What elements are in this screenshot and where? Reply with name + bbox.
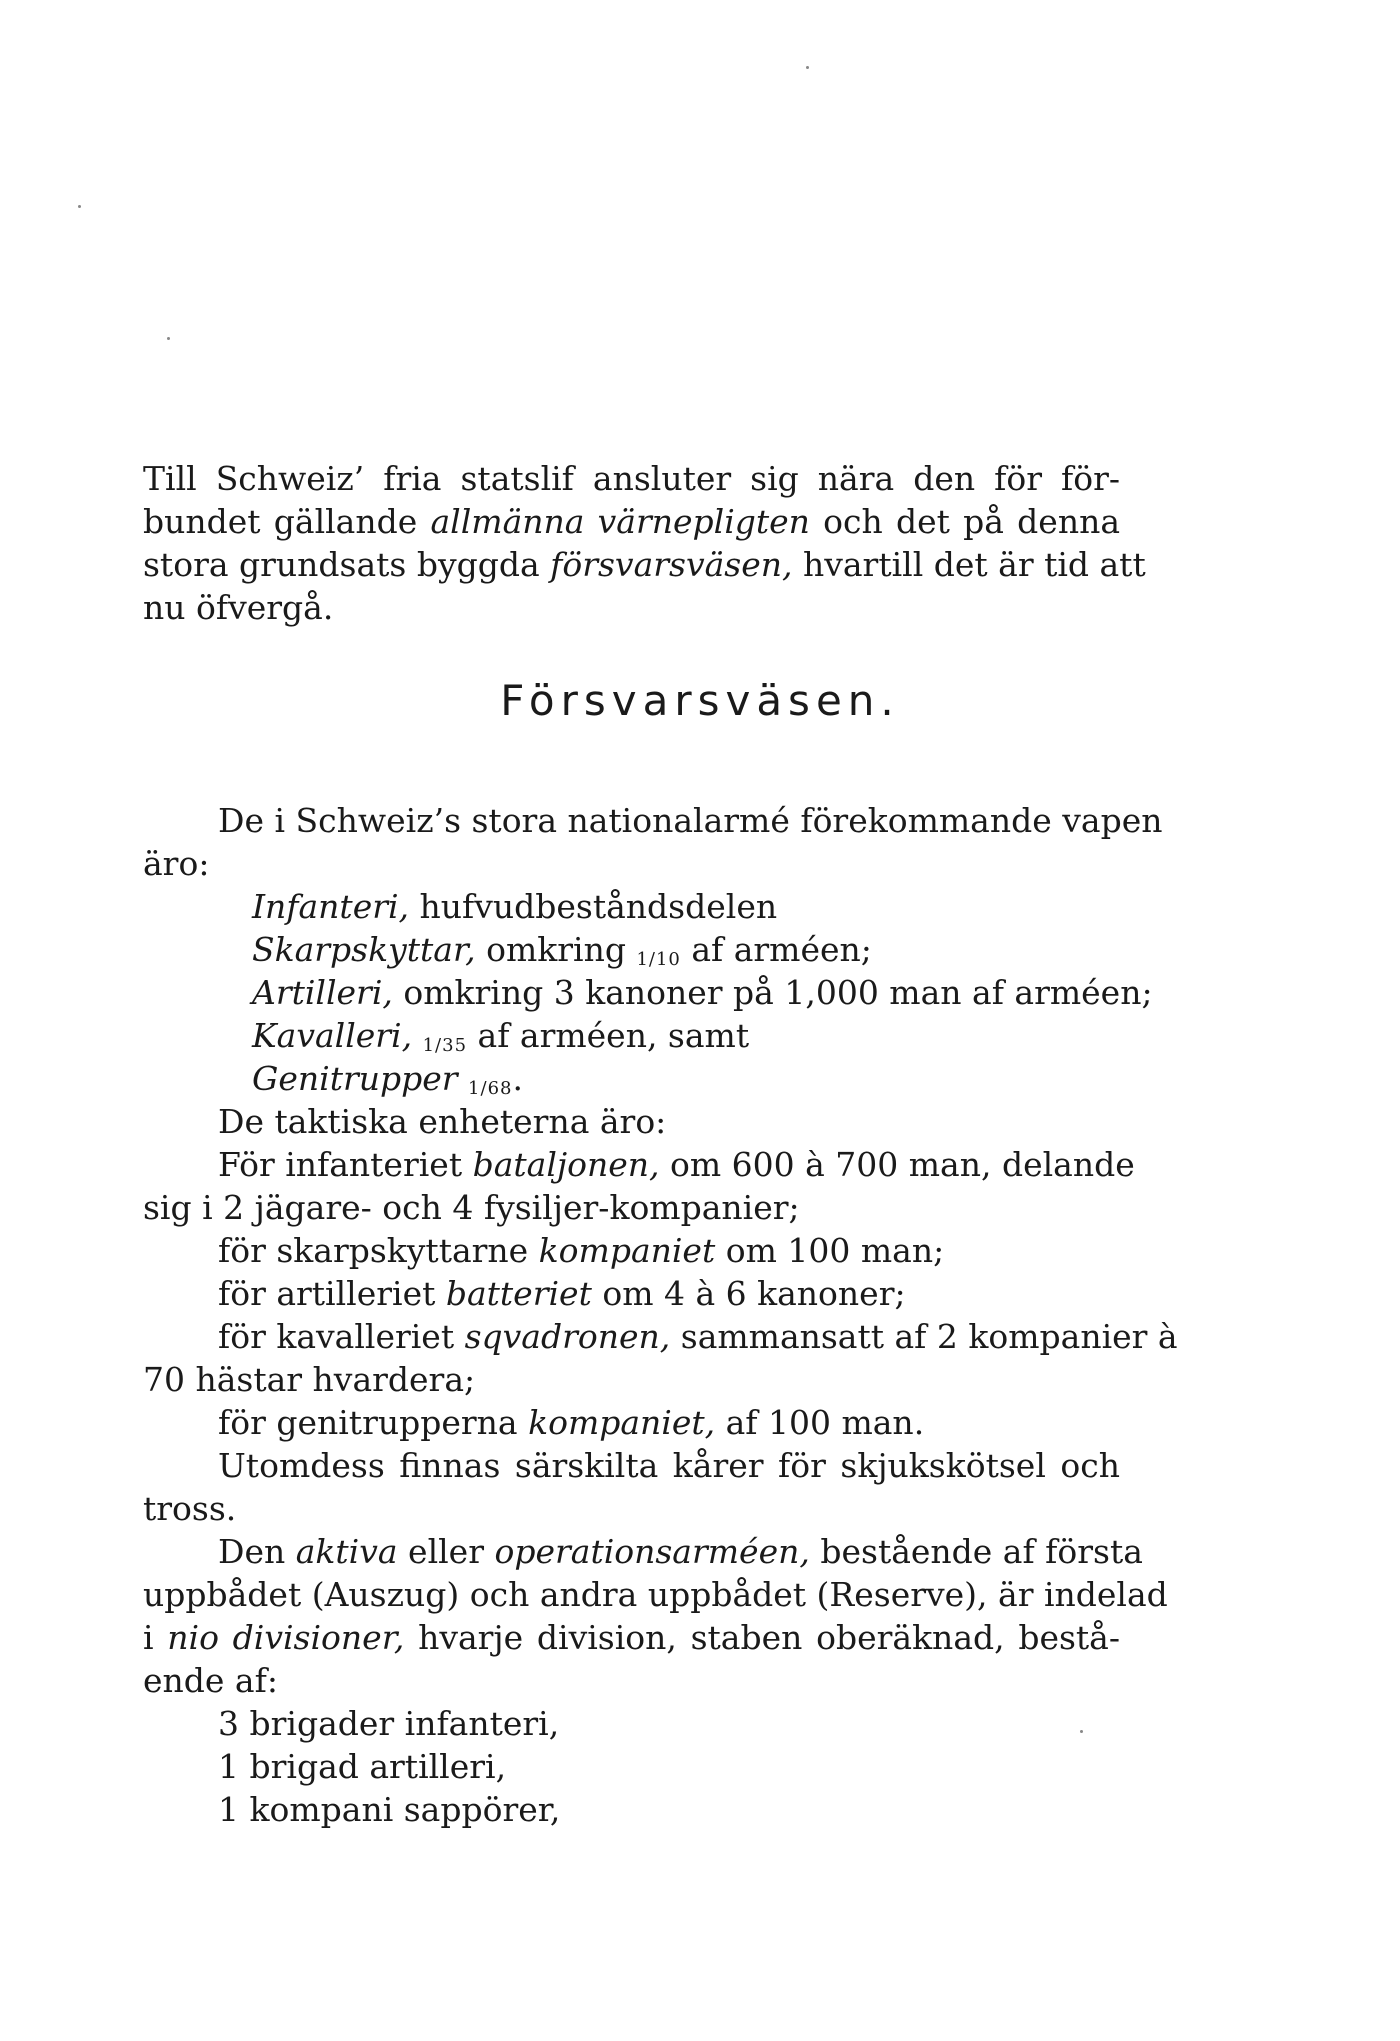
text-line: Utomdess finnas särskilta kårer för skjukskötsel och xyxy=(218,1446,1120,1485)
paper-speck xyxy=(167,337,170,340)
text-line: De taktiska enheterna äro: xyxy=(218,1102,667,1141)
text-line: stora grundsats byggda försvarsväsen, hvartill det är tid att xyxy=(143,545,1146,584)
unit-line: för kavalleriet sqvadronen, sammansatt af 2 kompanier à xyxy=(218,1317,1178,1356)
weapon-item: Kavalleri, 1/35 af arméen, samt xyxy=(252,1016,750,1056)
weapon-item: Artilleri, omkring 3 kanoner på 1,000 man af arméen; xyxy=(252,973,1153,1012)
paper-speck xyxy=(806,66,809,69)
unit-line: sig i 2 jägare- och 4 fysiljer-kompanier; xyxy=(143,1188,800,1227)
text-line: De i Schweiz’s stora nationalarmé förekommande vapen xyxy=(218,801,1163,840)
text-line: äro: xyxy=(143,844,210,883)
text-line: uppbådet (Auszug) och andra uppbådet (Reserve), är indelad xyxy=(143,1575,1168,1614)
paper-speck xyxy=(1080,1730,1083,1733)
weapon-item: Infanteri, hufvudbeståndsdelen xyxy=(252,887,778,926)
unit-line: För infanteriet bataljonen, om 600 à 700 man, delande xyxy=(218,1145,1135,1184)
unit-line: för skarpskyttarne kompaniet om 100 man; xyxy=(218,1231,945,1270)
text-line: i nio divisioner, hvarje division, staben oberäknad, bestå- xyxy=(143,1618,1120,1657)
weapon-item: Skarpskyttar, omkring 1/10 af arméen; xyxy=(252,930,872,970)
unit-line: 70 hästar hvardera; xyxy=(143,1360,476,1399)
weapon-item: Genitrupper 1/68. xyxy=(252,1059,523,1099)
unit-line: för artilleriet batteriet om 4 à 6 kanoner; xyxy=(218,1274,906,1313)
text-line: ende af: xyxy=(143,1661,278,1700)
text-line: Den aktiva eller operationsarméen, bestående af första xyxy=(218,1532,1143,1571)
section-heading: Försvarsväsen. xyxy=(500,676,900,725)
division-item: 1 brigad artilleri, xyxy=(218,1747,507,1786)
paper-speck xyxy=(78,205,81,208)
text-line: Till Schweiz’ fria statslif ansluter sig nära den för för- xyxy=(143,459,1120,498)
unit-line: för genitrupperna kompaniet, af 100 man. xyxy=(218,1403,925,1442)
text-line: tross. xyxy=(143,1489,237,1528)
division-item: 3 brigader infanteri, xyxy=(218,1704,560,1743)
text-line: nu öfvergå. xyxy=(143,588,334,627)
division-item: 1 kompani sappörer, xyxy=(218,1790,561,1829)
text-line: bundet gällande allmänna värnepligten och det på denna xyxy=(143,502,1120,541)
